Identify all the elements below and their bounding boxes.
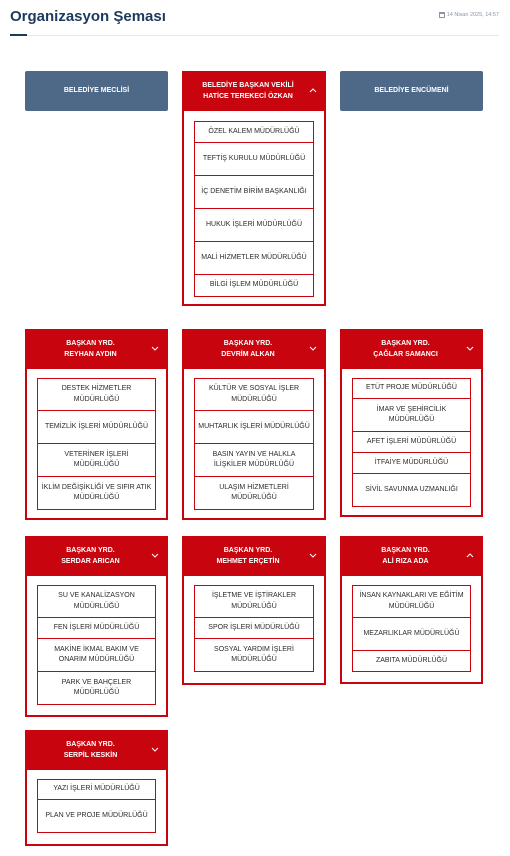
deputy-title: BAŞKAN YRD. (381, 340, 430, 347)
unit-item[interactable]: İTFAİYE MÜDÜRLÜĞÜ (352, 453, 471, 474)
unit-item[interactable]: SU VE KANALİZASYON MÜDÜRLÜĞÜ (37, 585, 156, 618)
deputy-units-list (352, 378, 471, 507)
unit-item[interactable]: ULAŞIM HİZMETLERİ MÜDÜRLÜĞÜ (194, 477, 314, 510)
unit-item[interactable]: KÜLTÜR VE SOSYAL İŞLER MÜDÜRLÜĞÜ (194, 378, 314, 411)
unit-item[interactable]: MALİ HİZMETLER MÜDÜRLÜĞÜ (194, 242, 314, 275)
deputy-card-header[interactable] (25, 536, 168, 576)
chevron-down-icon (309, 344, 317, 352)
chevron-up-icon (466, 551, 474, 559)
committee-label: BELEDİYE ENCÜMENİ (374, 87, 449, 94)
chevron-down-icon (151, 551, 159, 559)
header-divider (27, 35, 499, 36)
council-label: BELEDİYE MECLİSİ (63, 87, 130, 94)
chevron-down-icon (309, 551, 317, 559)
deputy-card-header[interactable] (340, 329, 483, 369)
unit-item[interactable]: BASIN YAYIN VE HALKLA İLİŞKİLER MÜDÜRLÜĞÜ (194, 444, 314, 477)
deputy-card-header[interactable] (340, 536, 483, 576)
chevron-down-icon (151, 745, 159, 753)
deputy-name: ALİ RIZA ADA (382, 558, 429, 565)
deputy-units-list (37, 779, 156, 833)
mayor-name: HATİCE TEREKECİ ÖZKAN (203, 93, 293, 100)
deputy-card (25, 730, 168, 846)
unit-item[interactable]: FEN İŞLERİ MÜDÜRLÜĞÜ (37, 618, 156, 639)
deputy-title: BAŞKAN YRD. (66, 741, 115, 748)
timestamp-text: 14 Nisan 2025, 14:57 (446, 12, 499, 18)
unit-item[interactable]: ÖZEL KALEM MÜDÜRLÜĞÜ (194, 121, 314, 143)
deputy-card (25, 536, 168, 717)
chevron-down-icon (466, 344, 474, 352)
council-box[interactable] (25, 71, 168, 111)
deputy-name: SERDAR ARICAN (61, 558, 120, 565)
unit-item[interactable]: ETÜT PROJE MÜDÜRLÜĞÜ (352, 378, 471, 399)
deputy-card (25, 329, 168, 520)
deputy-card (182, 329, 326, 520)
unit-item[interactable]: MUHTARLIK İŞLERİ MÜDÜRLÜĞÜ (194, 411, 314, 444)
unit-item[interactable]: PLAN VE PROJE MÜDÜRLÜĞÜ (37, 800, 156, 833)
unit-item[interactable]: YAZI İŞLERİ MÜDÜRLÜĞÜ (37, 779, 156, 800)
unit-item[interactable]: SOSYAL YARDIM İŞLERİ MÜDÜRLÜĞÜ (194, 639, 314, 672)
unit-item[interactable]: HUKUK İŞLERİ MÜDÜRLÜĞÜ (194, 209, 314, 242)
unit-item[interactable]: TEMİZLİK İŞLERİ MÜDÜRLÜĞÜ (37, 411, 156, 444)
deputy-title: BAŞKAN YRD. (66, 340, 115, 347)
unit-item[interactable]: MAKİNE İKMAL BAKIM VE ONARIM MÜDÜRLÜĞÜ (37, 639, 156, 672)
deputy-card-header[interactable] (182, 329, 326, 369)
unit-item[interactable]: PARK VE BAHÇELER MÜDÜRLÜĞÜ (37, 672, 156, 705)
unit-item[interactable]: İŞLETME VE İŞTİRAKLER MÜDÜRLÜĞÜ (194, 585, 314, 618)
unit-item[interactable]: DESTEK HİZMETLER MÜDÜRLÜĞÜ (37, 378, 156, 411)
unit-item[interactable]: İKLİM DEĞİŞİKLİĞİ VE SIFIR ATIK MÜDÜRLÜĞÜ (37, 477, 156, 510)
committee-box[interactable] (340, 71, 483, 111)
deputy-card-header[interactable] (182, 536, 326, 576)
unit-item[interactable]: AFET İŞLERİ MÜDÜRLÜĞÜ (352, 432, 471, 453)
unit-item[interactable]: SPOR İŞLERİ MÜDÜRLÜĞÜ (194, 618, 314, 639)
deputy-title: BAŞKAN YRD. (223, 547, 273, 554)
unit-item[interactable]: İÇ DENETİM BİRİM BAŞKANLIĞI (194, 176, 314, 209)
deputy-units-list (37, 378, 156, 510)
deputy-units-list (194, 378, 314, 510)
deputy-title: BAŞKAN YRD. (381, 547, 430, 554)
deputy-card-header[interactable] (25, 730, 168, 770)
unit-item[interactable]: SİVİL SAVUNMA UZMANLIĞI (352, 474, 471, 507)
unit-item[interactable]: VETERİNER İŞLERİ MÜDÜRLÜĞÜ (37, 444, 156, 477)
chevron-up-icon (309, 86, 317, 94)
deputy-name: DEVRİM ALKAN (221, 351, 275, 358)
mayor-card (182, 71, 326, 306)
deputy-title: BAŞKAN YRD. (223, 340, 273, 347)
unit-item[interactable]: İMAR VE ŞEHİRCİLİK MÜDÜRLÜĞÜ (352, 399, 471, 432)
deputy-name: SERPİL KESKİN (63, 752, 118, 759)
chevron-down-icon (151, 344, 159, 352)
deputy-units-list (37, 585, 156, 705)
unit-item[interactable]: TEFTİŞ KURULU MÜDÜRLÜĞÜ (194, 143, 314, 176)
deputy-units-list (194, 585, 314, 672)
deputy-name: REYHAN AYDIN (64, 351, 117, 358)
unit-item[interactable]: BİLGİ İŞLEM MÜDÜRLÜĞÜ (194, 275, 314, 297)
deputy-name: ÇAĞLAR SAMANCI (373, 351, 438, 358)
unit-item[interactable]: İNSAN KAYNAKLARI VE EĞİTİM MÜDÜRLÜĞÜ (352, 585, 471, 618)
deputy-units-list (352, 585, 471, 672)
page-title: Organizasyon Şeması (10, 8, 166, 25)
mayor-card-header[interactable] (182, 71, 326, 111)
deputy-card (182, 536, 326, 685)
unit-item[interactable]: MEZARLIKLAR MÜDÜRLÜĞÜ (352, 618, 471, 651)
deputy-card-header[interactable] (25, 329, 168, 369)
unit-item[interactable]: ZABITA MÜDÜRLÜĞÜ (352, 651, 471, 672)
timestamp (439, 12, 499, 18)
mayor-title: BELEDİYE BAŞKAN VEKİLİ (202, 82, 294, 89)
calendar-icon (439, 12, 445, 18)
deputy-name: MEHMET ERÇETİN (216, 558, 280, 565)
page-header (0, 0, 510, 40)
title-underline (10, 34, 27, 36)
deputy-title: BAŞKAN YRD. (66, 547, 115, 554)
mayor-units-list (194, 121, 314, 297)
deputy-card (340, 329, 483, 517)
deputy-card (340, 536, 483, 684)
